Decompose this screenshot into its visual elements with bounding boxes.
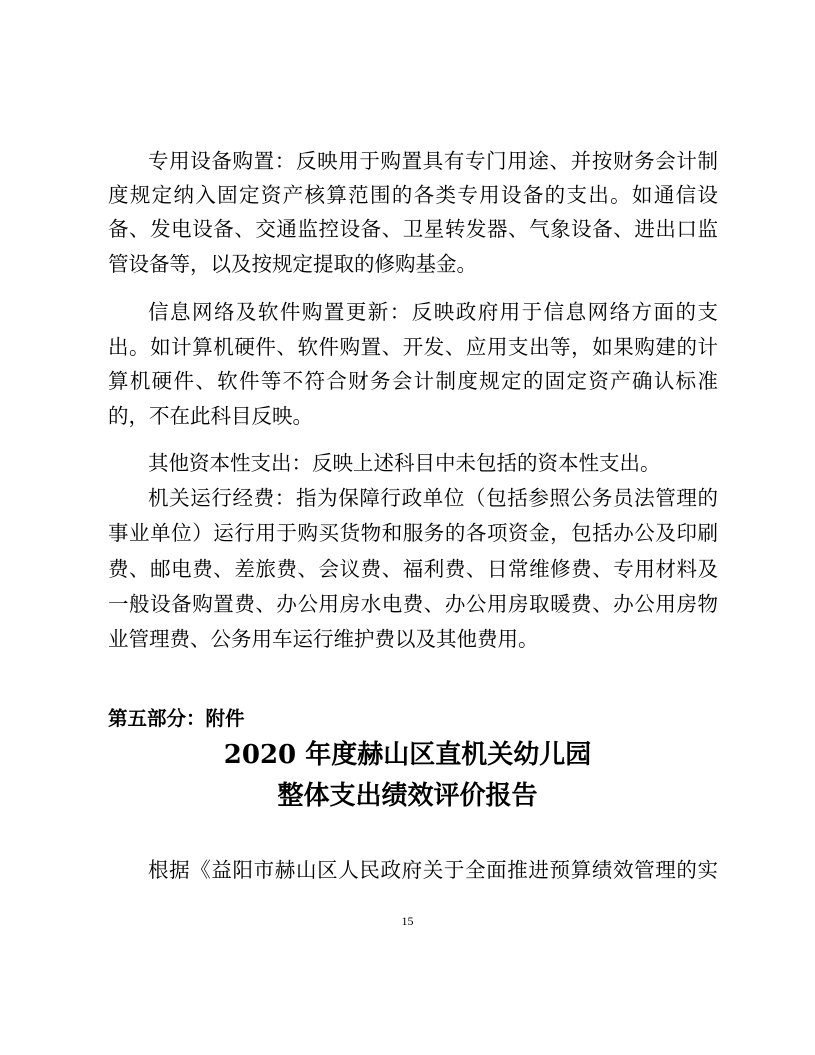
- report-title-line-2: 整体支出绩效评价报告: [277, 781, 538, 811]
- paragraph-line: 的，不在此科目反映。: [108, 404, 313, 428]
- section-heading: 第五部分：附件: [108, 707, 245, 730]
- paragraph-line: 算机硬件、软件等不符合财务会计制度规定的固定资产确认标准: [108, 369, 718, 393]
- paragraph-line: 事业单位）运行用于购买货物和服务的各项资金，包括办公及印刷: [108, 521, 718, 545]
- paragraph-line: 根据《益阳市赫山区人民政府关于全面推进预算绩效管理的实: [148, 858, 718, 882]
- paragraph-line: 一般设备购置费、办公用房水电费、办公用房取暖费、办公用房物: [108, 592, 718, 616]
- paragraph-line: 业管理费、公务用车运行维护费以及其他费用。: [108, 627, 539, 651]
- paragraph-line: 专用设备购置：反映用于购置具有专门用途、并按财务会计制: [148, 149, 718, 173]
- paragraph-line: 度规定纳入固定资产核算范围的各类专用设备的支出。如通信设: [108, 183, 718, 207]
- paragraph-line: 备、发电设备、交通监控设备、卫星转发器、气象设备、进出口监: [108, 217, 718, 241]
- paragraph-line: 信息网络及软件购置更新：反映政府用于信息网络方面的支: [148, 300, 718, 324]
- report-title-line-1: 2020 年度赫山区直机关幼儿园: [223, 740, 592, 770]
- paragraph-line: 管设备等，以及按规定提取的修购基金。: [108, 252, 477, 276]
- paragraph-line: 机关运行经费：指为保障行政单位（包括参照公务员法管理的: [148, 486, 718, 510]
- paragraph-line: 费、邮电费、差旅费、会议费、福利费、日常维修费、专用材料及: [108, 557, 718, 581]
- paragraph-line: 其他资本性支出：反映上述科目中未包括的资本性支出。: [148, 451, 661, 475]
- page-number: 15: [401, 914, 414, 928]
- paragraph-line: 出。如计算机硬件、软件购置、开发、应用支出等，如果购建的计: [108, 335, 718, 359]
